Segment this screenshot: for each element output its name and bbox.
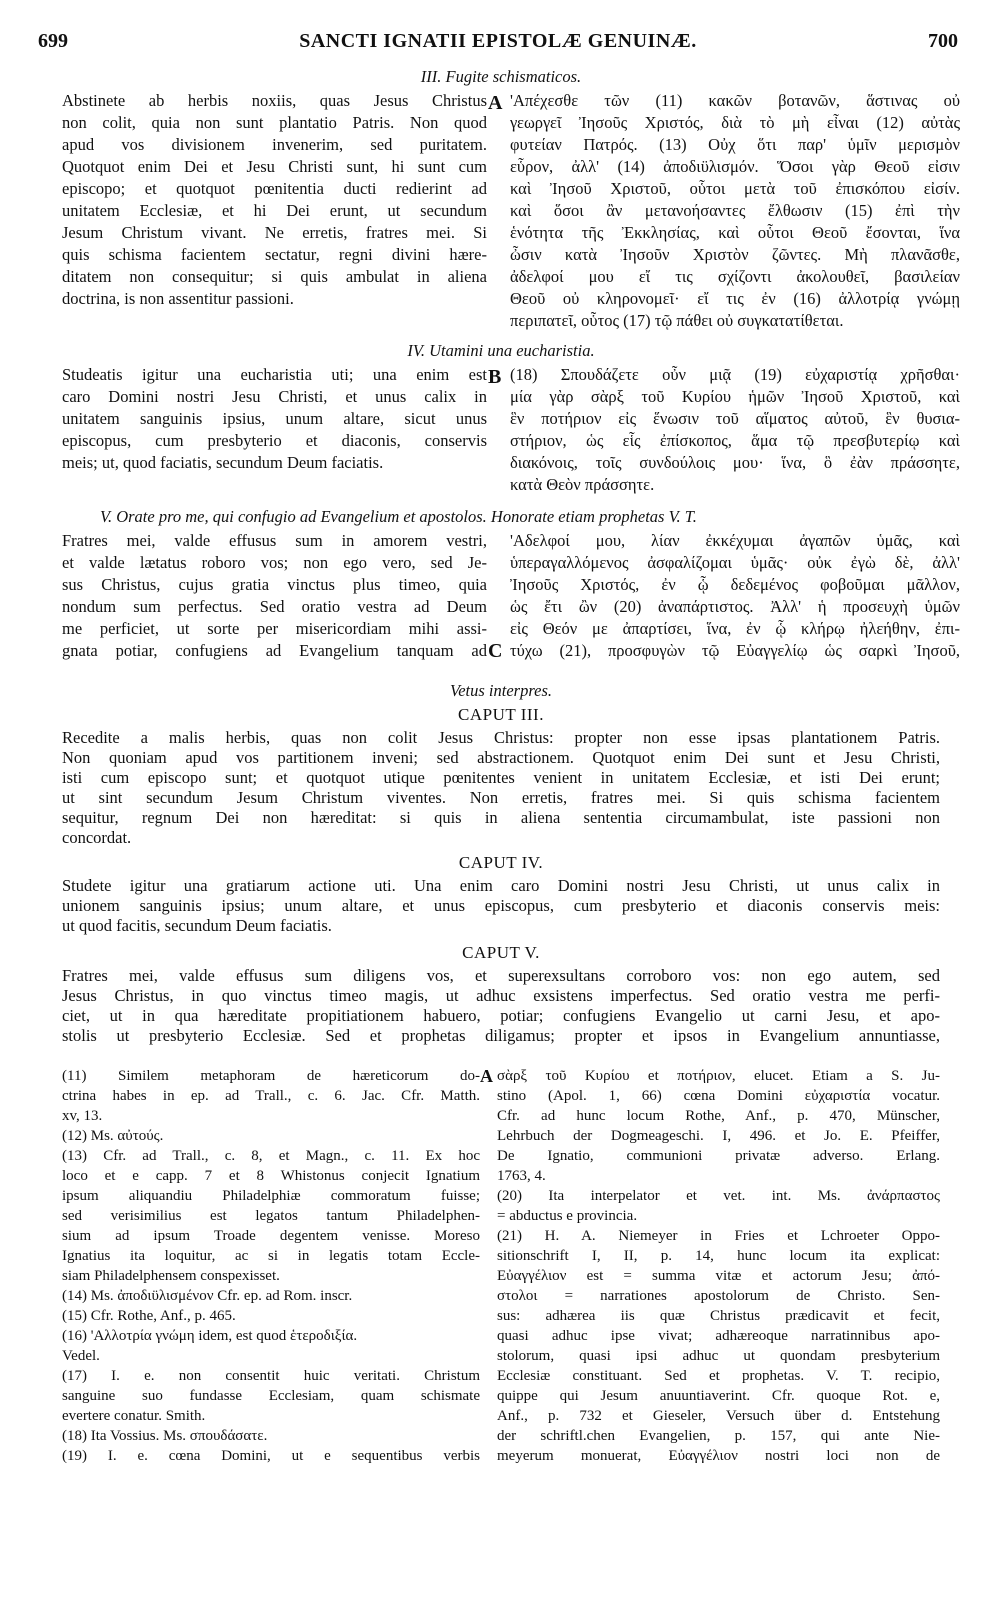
footnote-line: Vedel. — [62, 1348, 100, 1364]
vetus-line: concordat. — [62, 828, 132, 847]
footnote-line: Ignatius ita loquitur, ac si in legatis totam Eccle- — [62, 1248, 480, 1264]
greek-line: καὶ Ἰησοῦ Χριστοῦ, οὗτοι μετὰ τοῦ ἐπισκόπου εἰσίν. — [510, 179, 960, 198]
vetus-line: Studete igitur una gratiarum actione uti. Una enim caro Domini nostri Jesu Christi, ut unus calix in — [62, 876, 940, 895]
running-header — [38, 30, 958, 60]
footnote-line: stolorum, quasi ipsi adhuc ut quondam presbyterium — [497, 1348, 940, 1364]
vetus-line: Non quoniam apud vos partitionem inveni; sed abstractionem. Quotquot enim Dei sunt et Jesu Christi, — [62, 748, 940, 767]
greek-line: 'Απέχεσθε τῶν (11) κακῶν βοτανῶν, ἅστινας οὐ — [510, 91, 960, 110]
latin-line: non colit, quia non sunt plantatio Patris. Non quod — [62, 113, 487, 132]
latin-line: Jesum Christum vivant. Ne erretis, fratres mei. Si — [62, 223, 487, 242]
latin-line: doctrina, is non assentitur passioni. — [62, 289, 294, 308]
footnote-line: (20) Ita interpelator et vet. int. Ms. ἀνάρπαστος — [497, 1188, 940, 1204]
footnote-line: quippe qui Jesum anuuntiaverint. Cfr. quoque Rot. e, — [497, 1388, 940, 1404]
greek-line: ὑπεραγαλλόμενος ἀσφαλίζομαι ὑμᾶς· οὐκ ἐγὼ δὲ, ἀλλ' — [510, 553, 960, 572]
latin-line: episcopo; et quotquot pœnitentia ducti redierint ad — [62, 179, 487, 198]
section-heading-iii: III. Fugite schismaticos. — [420, 67, 582, 86]
greek-line: ὦσιν κατὰ Ἰησοῦν Χριστὸν ζῶντες. Μὴ πλανᾶσθε, — [510, 245, 960, 264]
latin-line: et valde lætatus roboro vos; non ego vero, sed Je- — [62, 553, 487, 572]
margin-marker-a: A — [488, 92, 503, 114]
latin-line: gnata potiar, confugiens ad Evangelium tanquam ad — [62, 641, 487, 660]
margin-marker-c: C — [488, 640, 503, 662]
greek-line: μία γὰρ σὰρξ τοῦ Κυρίου ἡμῶν Ἰησοῦ Χριστοῦ, καὶ — [510, 387, 960, 406]
footnote-line: Cfr. ad hunc locum Rothe, Anf., p. 470, Münscher, — [497, 1108, 940, 1124]
greek-line: διακόνοις, τοῖς συνδούλοις μου· ἵνα, ὃ ἐὰν πράσσητε, — [510, 453, 960, 472]
greek-line: 'Αδελφοί μου, λίαν ἐκκέχυμαι ἀγαπῶν ὑμᾶς, καὶ — [510, 531, 960, 550]
greek-line: Θεοῦ οὐ κληρονομεῖ· εἴ τις ἐν (16) ἀλλοτρίᾳ γνώμῃ — [510, 289, 960, 308]
footnote-line: ipsum aliquandiu Philadelphiæ commoratum fuisse; — [62, 1188, 480, 1204]
section-heading-v: V. Orate pro me, qui confugio ad Evangelium et apostolos. Honorate etiam prophetas V. T. — [100, 507, 697, 526]
greek-line: ἓν ποτήριον εἰς ἕνωσιν τοῦ αἵματος αὐτοῦ, ἓν θυσια- — [510, 409, 960, 428]
vetus-line: unionem sanguinis ipsius; unum altare, et unus episcopus, cum presbyterio et diaconis conservis meis: — [62, 896, 940, 915]
footnote-line: (18) Ita Vossius. Ms. σπουδάσατε. — [62, 1428, 268, 1444]
caput-iv-title: CAPUT IV. — [458, 853, 544, 872]
latin-line: meis; ut, quod faciatis, secundum Deum faciatis. — [62, 453, 384, 472]
footnote-line: meyerum monuerat, Εὐαγγέλιον nostri loci non de — [497, 1448, 940, 1464]
vetus-line: stolis ut presbyterio Ecclesiæ. Sed et prophetas diligamus; propter et ipsos in Evangelium annuntiasse, — [62, 1026, 940, 1045]
footnote-line: (19) I. e. cœna Domini, ut e sequentibus verbis — [62, 1448, 480, 1464]
greek-line: εὗρον, ἀλλ' (14) ἀποδιϋλισμόν. Ὅσοι γὰρ Θεοῦ εἰσιν — [510, 157, 960, 176]
vetus-line: isti cum episcopo sunt; et quotquot utique pœnitentes venient in unitatem Ecclesiæ, et isti Dei erunt; — [62, 768, 940, 787]
latin-line: me perficiet, ut sorte per misericordiam mihi assi- — [62, 619, 487, 638]
margin-marker-b: B — [488, 366, 502, 388]
caput-iii-title: CAPUT III. — [458, 705, 544, 724]
latin-line: unitatem Ecclesiæ, et hi Dei erunt, ut secundum — [62, 201, 487, 220]
footnote-line: στολοι = narrationes apostolorum de Christo. Sen- — [497, 1288, 940, 1304]
greek-line: ὡς ἔτι ὢν (20) ἀναπάρτιστος. Ἀλλ' ἡ προσευχὴ ὑμῶν — [510, 597, 960, 616]
footnote-line: sanguine suo fundasse Ecclesiam, quam schismate — [62, 1388, 480, 1404]
vetus-line: Jesus Christus, in quo vinctus timeo magis, ut adhuc exsistens imperfectus. Sed oratio vestra me perfi- — [62, 986, 940, 1005]
vetus-line: Fratres mei, valde effusus sum diligens vos, et superexsultans corroboro vos: non ego autem, sed — [62, 966, 940, 985]
latin-line: ditatem non consequitur; si quis ambulat in aliena — [62, 267, 487, 286]
footnote-line: sitionschrift I, II, p. 14, hunc locum ita explicat: — [497, 1248, 940, 1264]
latin-line: Abstinete ab herbis noxiis, quas Jesus Christus — [62, 91, 487, 110]
footnote-line: sium ad ipsum Troade degentem venisse. Moreso — [62, 1228, 480, 1244]
greek-line: ἀδελφοί μου εἴ τις σχίζοντι ἀκολουθεῖ, βασιλείαν — [510, 267, 960, 286]
vetus-line: ut quod facitis, secundum Deum faciatis. — [62, 916, 332, 935]
footnote-line: (11) Similem metaphoram de hæreticorum do- — [62, 1068, 480, 1084]
footnote-line: 1763, 4. — [497, 1168, 546, 1184]
latin-line: sus Christus, cujus gratia vinctus plus timeo, quia — [62, 575, 487, 594]
latin-line: Quotquot enim Dei et Jesu Christi sunt, hi sunt cum — [62, 157, 487, 176]
footnote-line: ctrina habes in ep. ad Trall., c. 6. Jac. Cfr. Matth. — [62, 1088, 480, 1104]
footnote-line: (16) 'Αλλοτρία γνώμη idem, est quod ἑτεροδιξία. — [62, 1328, 358, 1344]
footnote-line: De Ignatio, communioni privatæ adverso. Erlang. — [497, 1148, 940, 1164]
caput-v-title: CAPUT V. — [462, 943, 540, 962]
greek-line: στήριον, ὡς εἷς ἐπίσκοπος, ἅμα τῷ πρεσβυτερίῳ καὶ — [510, 431, 960, 450]
greek-line: ἑνότητα τῆς Ἐκκλησίας, καὶ οὗτοι Θεοῦ ἔσονται, ἵνα — [510, 223, 960, 242]
footnote-line: xv, 13. — [62, 1108, 103, 1124]
footnote-line: stino (Apol. 1, 66) cœna Domini εὐχαριστία vocatur. — [497, 1088, 940, 1104]
greek-line: κατὰ Θεὸν πράσσητε. — [510, 475, 655, 494]
greek-line: καὶ ὅσοι ἂν μετανοήσαντες ἔλθωσιν (15) ἐπὶ τὴν — [510, 201, 960, 220]
footnote-line: Ecclesiæ constituant. Sed et prophetas. V. T. recipio, — [497, 1368, 940, 1384]
latin-line: episcopus, cum presbyterio et diaconis, conservis — [62, 431, 487, 450]
footnote-line: (13) Cfr. ad Trall., c. 8, et Magn., c. 11. Ex hoc — [62, 1148, 480, 1164]
latin-line: unitatem sanguinis ipsius, unum altare, sicut unus — [62, 409, 487, 428]
greek-line: γεωργεῖ Ἰησοῦς Χριστός, διὰ τὸ μὴ εἶναι (12) αὐτὰς — [510, 113, 960, 132]
vetus-line: Recedite a malis herbis, quas non colit Jesus Christus: propter non esse ipsas plantationem Patris. — [62, 728, 940, 747]
footnote-line: der schriftl.chen Evangelien, p. 157, qui ante Nie- — [497, 1428, 940, 1444]
footnote-line: quasi adhuc ipse vivat; adhæreoque narratinnibus apo- — [497, 1328, 940, 1344]
latin-line: Studeatis igitur una eucharistia uti; una enim est — [62, 365, 487, 384]
greek-line: φυτείαν Πατρός. (13) Οὐχ ὅτι παρ' ὑμῖν μερισμὸν — [510, 135, 960, 154]
footnote-line: sed verisimilius est legatos tantum Philadelphen- — [62, 1208, 480, 1224]
vetus-line: ut sint secundum Jesum Christum viventes. Non erretis, fratres mei. Si quis schisma facientem — [62, 788, 940, 807]
greek-line: εἰς Θεόν με ἀπαρτίσει, ἵνα, ἐν ᾧ κλήρῳ ἠλεήθην, ἐπι- — [510, 619, 960, 638]
footnote-line: = abductus e provincia. — [497, 1208, 638, 1224]
footnote-line: (17) I. e. non consentit huic veritati. Christum — [62, 1368, 480, 1384]
footnote-line: Εὐαγγέλιον est = summa vitæ et actorum Jesu; ἀπό- — [497, 1268, 940, 1284]
latin-line: caro Domini nostri Jesu Christi, et unus calix in — [62, 387, 487, 406]
vetus-interpres-heading: Vetus interpres. — [449, 681, 553, 700]
greek-line: τύχω (21), προσφυγὼν τῷ Εὐαγγελίῳ ὡς σαρκὶ Ἰησοῦ, — [510, 641, 960, 660]
footnote-line: σὰρξ τοῦ Κυρίου et ποτήριον, elucet. Etiam a S. Ju- — [497, 1068, 940, 1084]
latin-line: apud vos divisionem invenerim, sed puritatem. — [62, 135, 487, 154]
latin-line: Fratres mei, valde effusus sum in amorem vestri, — [62, 531, 487, 550]
greek-line: (18) Σπουδάζετε οὖν μιᾷ (19) εὐχαριστίᾳ χρῆσθαι· — [510, 365, 960, 384]
running-title: SANCTI IGNATII EPISTOLÆ GENUINÆ. — [299, 30, 697, 52]
footnote-line: Lehrbuch der Dogmeageschi. I, 496. et Jo. E. Pfeiffer, — [497, 1128, 940, 1144]
page-number-right: 700 — [928, 30, 958, 52]
greek-line: περιπατεῖ, οὗτος (17) τῷ πάθει οὐ συγκατατίθεται. — [510, 311, 844, 330]
latin-line: nondum sum perfectus. Sed oratio vestra ad Deum — [62, 597, 487, 616]
greek-line: Ἰησοῦς Χριστός, ἐν ᾧ δεδεμένος φοβοῦμαι μᾶλλον, — [510, 575, 960, 594]
footnote-line: evertere conatur. Smith. — [62, 1408, 206, 1424]
margin-marker-a2: A — [480, 1066, 493, 1086]
section-heading-iv: IV. Utamini una eucharistia. — [407, 341, 595, 360]
vetus-line: ciet, ut in qua hæreditate propitiationem habuero, potiar; confugiens Evangelio ut carni Jesu, et apo- — [62, 1006, 940, 1025]
vetus-line: sequitur, regnum Dei non hæreditat: si quis in aliena sententia circumambulat, iste passioni non — [62, 808, 940, 827]
footnote-line: (14) Ms. ἀποδιϋλισμένον Cfr. ep. ad Rom. inscr. — [62, 1288, 353, 1304]
footnote-line: (12) Ms. αὐτούς. — [62, 1128, 164, 1144]
page-number-left: 699 — [38, 30, 68, 52]
footnote-line: loco et e capp. 7 et 8 Whistonus conjecit Ignatium — [62, 1168, 480, 1184]
latin-line: quis schisma facientem sectatur, regni divini hære- — [62, 245, 487, 264]
footnote-line: Anf., p. 732 et Gieseler, Versuch über d. Entstehung — [497, 1408, 940, 1424]
footnote-line: (21) H. A. Niemeyer in Fries et Lchroeter Oppo- — [497, 1228, 940, 1244]
footnote-line: (15) Cfr. Rothe, Anf., p. 465. — [62, 1308, 236, 1324]
footnote-line: sus: adhærea iis quæ Christus prædicavit et fecit, — [497, 1308, 940, 1324]
footnote-line: siam Philadelphensem conspexisset. — [62, 1268, 280, 1284]
